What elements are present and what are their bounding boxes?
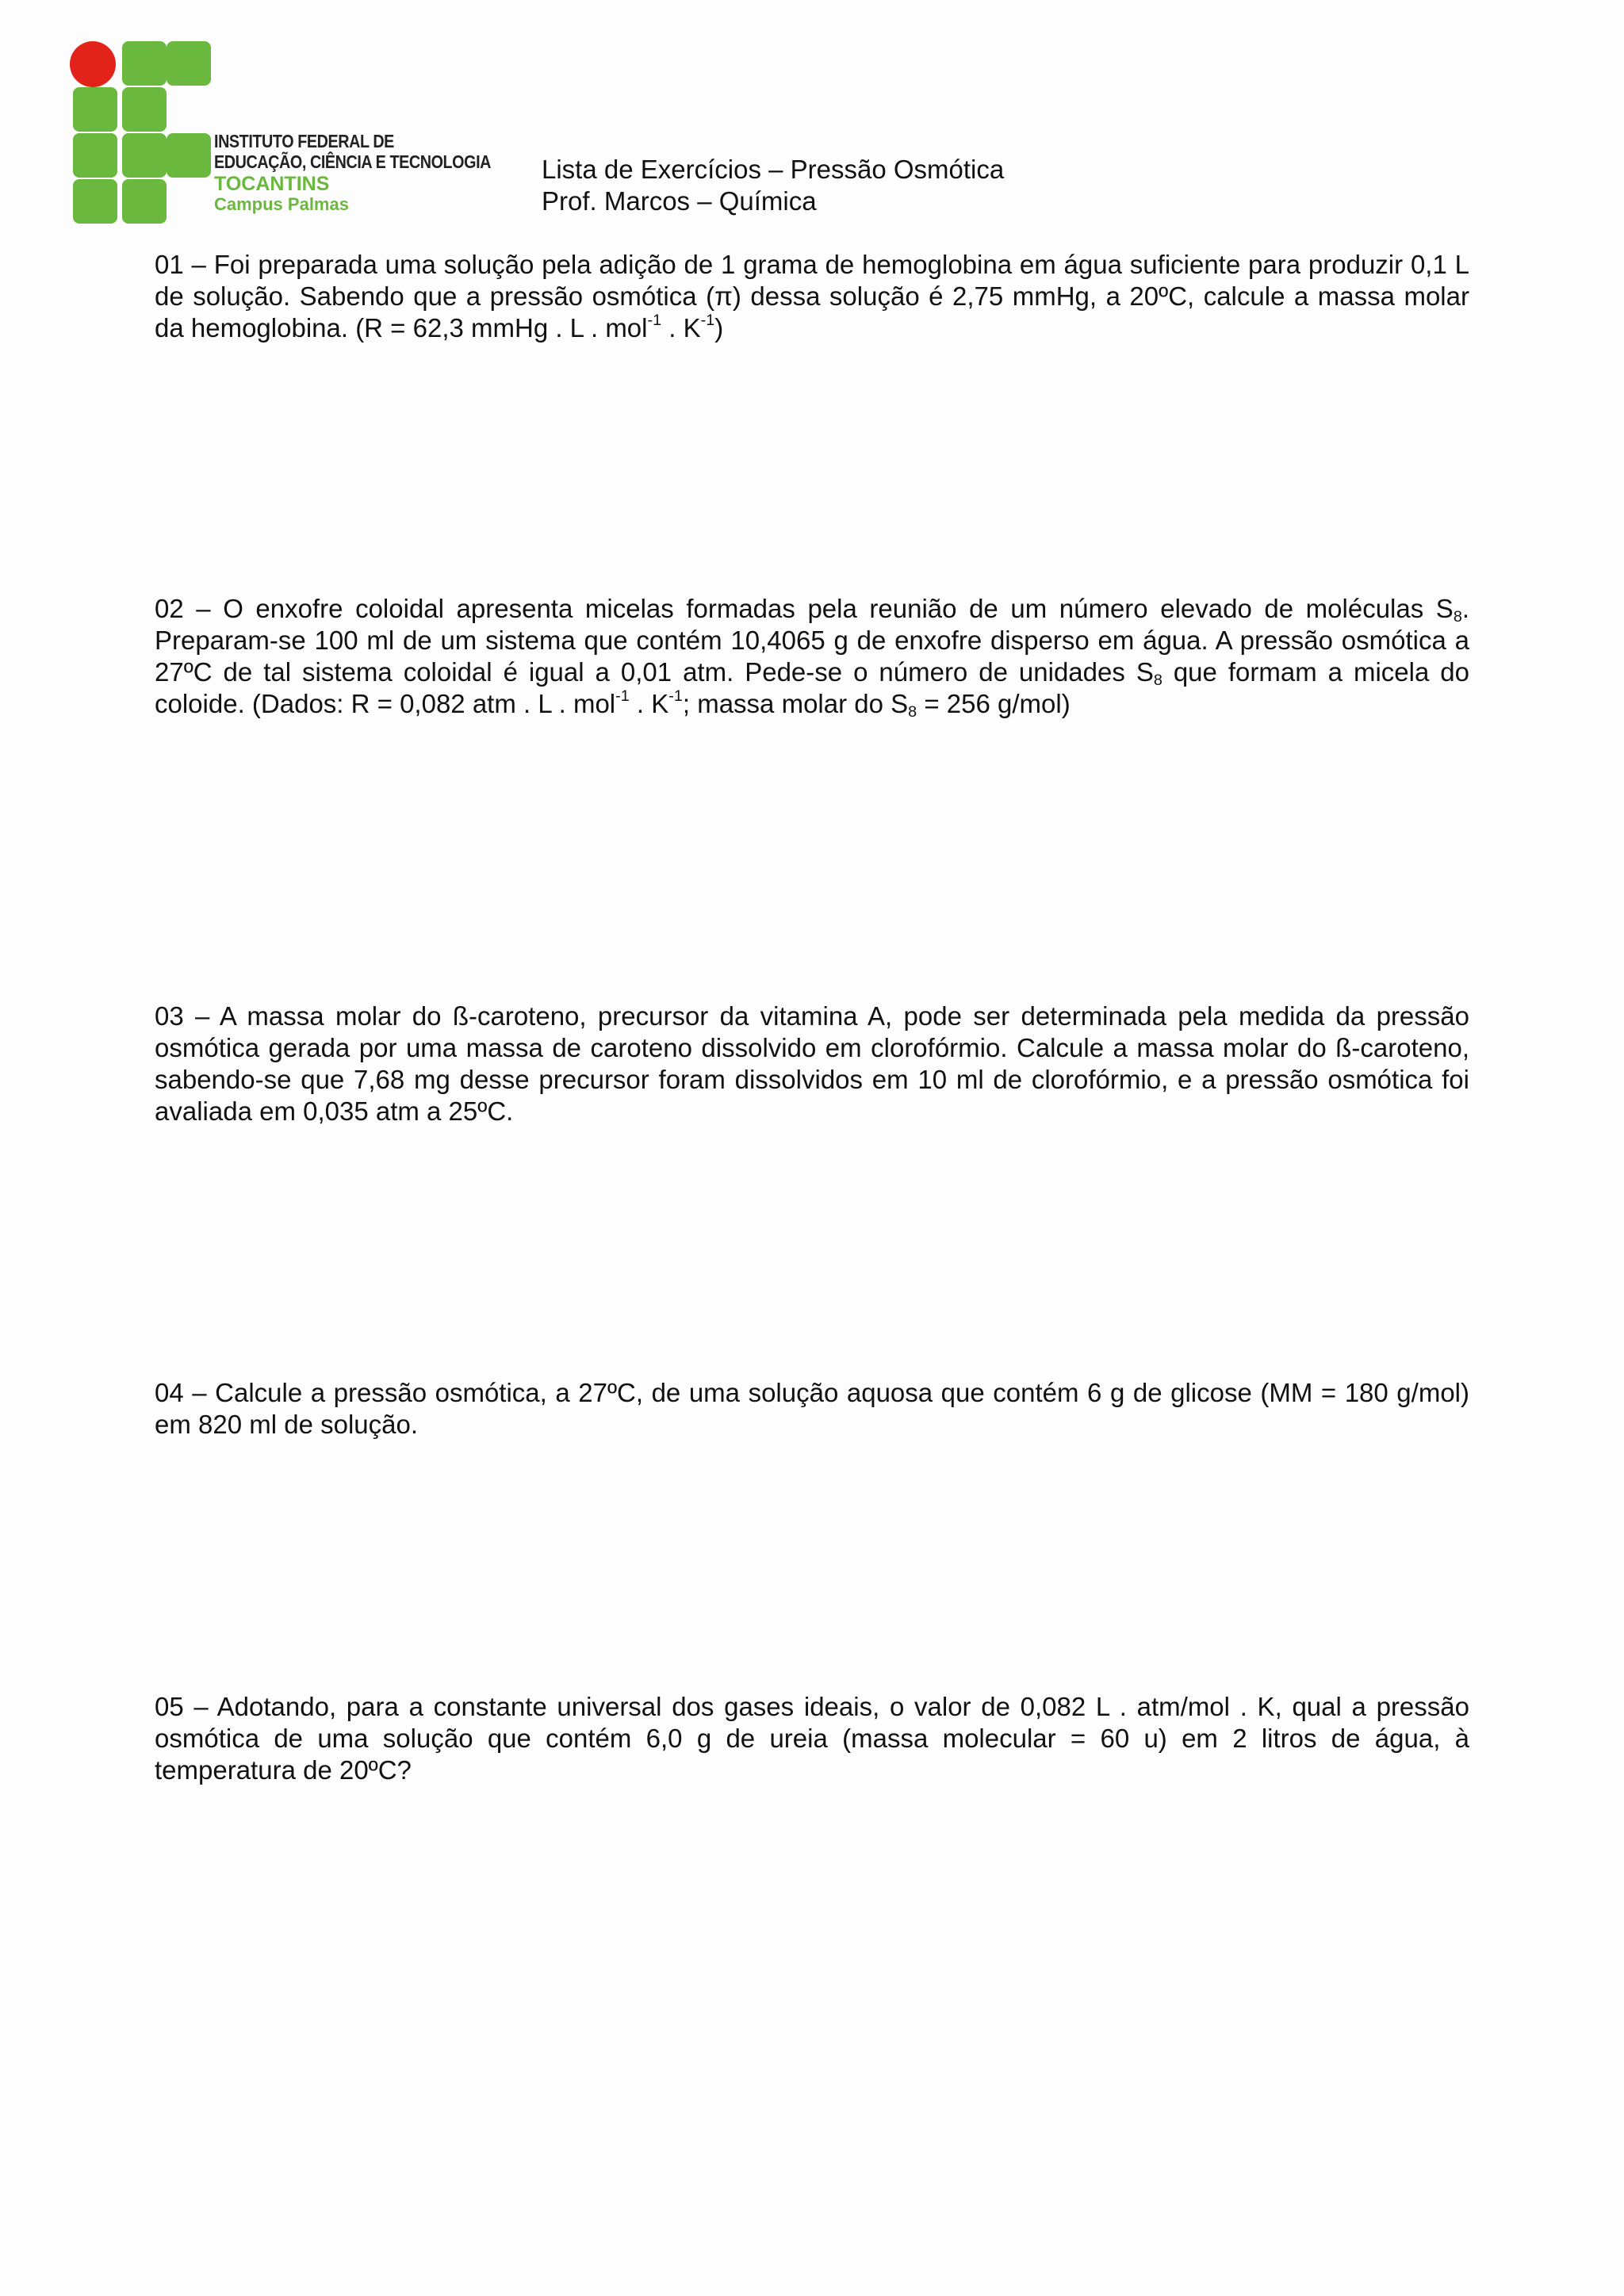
superscript: -1 xyxy=(700,312,715,330)
text-run: . K xyxy=(629,689,669,718)
logo-square xyxy=(122,179,167,224)
question-03 xyxy=(155,1001,1469,1127)
logo-line-3: TOCANTINS xyxy=(214,172,330,195)
institution-logo xyxy=(70,41,514,228)
logo-square xyxy=(122,133,167,178)
logo-square xyxy=(73,179,117,224)
question-text xyxy=(155,593,1469,720)
logo-red-dot xyxy=(70,41,116,87)
text-run: ; massa molar do S xyxy=(682,689,909,718)
logo-square xyxy=(167,133,211,178)
superscript: -1 xyxy=(647,312,662,330)
superscript: -1 xyxy=(615,687,630,706)
logo-line-4: Campus Palmas xyxy=(214,193,349,214)
document-author: Prof. Marcos – Química xyxy=(542,186,817,216)
question-text: 04 – Calcule a pressão osmótica, a 27ºC, de uma solução aquosa que contém 6 g de glicose (MM = 180 g/mol) em 820 ml de solução. xyxy=(155,1378,1469,1439)
question-text: 03 – A massa molar do ß-caroteno, precursor da vitamina A, pode ser determinada pela medida da pressão osmótica gerada por uma massa de caroteno dissolvido em clorofórmio. Calcule a massa molar do ß-caroteno, sabendo-se que 7,68 mg desse precursor foram dissolvidos em 10 ml de clorofórmio, e a pressão osmótica foi avaliada em 0,035 atm a 25ºC. xyxy=(155,1001,1469,1126)
question-01 xyxy=(155,249,1469,344)
text-run: . K xyxy=(661,313,701,342)
text-run: . Preparam-se 100 ml de um sistema que contém 10,4065 g de enxofre disperso em água. A pressão osmótica a 27ºC de tal sistema coloidal é igual a 0,01 atm. Pede-se o número de unidades S xyxy=(155,594,1469,687)
logo-square xyxy=(122,41,167,86)
subscript: 8 xyxy=(908,702,917,721)
text-run: 01 – Foi preparada uma solução pela adição de 1 grama de hemoglobina em água suficiente para produzir 0,1 L de solução. Sabendo que a pressão osmótica (π) dessa solução é 2,75 mmHg, a 20ºC, calcule a massa molar da hemoglobina. (R = 62,3 mmHg . L . mol xyxy=(155,250,1469,342)
question-text: 05 – Adotando, para a constante universal dos gases ideais, o valor de 0,082 L . atm/mol . K, qual a pressão osmótica de uma solução que contém 6,0 g de ureia (massa molecular = 60 u) em 2 litros de água, à temperatura de 20ºC? xyxy=(155,1692,1469,1785)
logo-line-2: EDUCAÇÃO, CIÊNCIA E TECNOLOGIA xyxy=(214,151,492,172)
logo-line-1: INSTITUTO FEDERAL DE xyxy=(214,131,394,151)
document-title: Lista de Exercícios – Pressão Osmótica xyxy=(542,155,1005,184)
subscript: 8 xyxy=(1153,671,1162,689)
superscript: -1 xyxy=(668,687,683,706)
logo-text xyxy=(214,132,536,214)
question-05 xyxy=(155,1691,1469,1786)
logo-square xyxy=(122,87,167,132)
logo-square xyxy=(73,133,117,178)
text-run: ) xyxy=(714,313,724,342)
text-run: = 256 g/mol) xyxy=(917,689,1071,718)
text-run: 02 – O enxofre coloidal apresenta micelas formadas pela reunião de um número elevado de moléculas S xyxy=(155,594,1454,623)
subscript: 8 xyxy=(1453,607,1462,626)
question-04 xyxy=(155,1377,1469,1441)
logo-square xyxy=(73,87,117,132)
logo-square xyxy=(167,41,211,86)
question-02 xyxy=(155,593,1469,720)
text-run: que formam a micela do coloide. (Dados: R = 0,082 atm . L . mol xyxy=(155,657,1469,718)
document-header xyxy=(542,154,1004,217)
question-text xyxy=(155,249,1469,344)
